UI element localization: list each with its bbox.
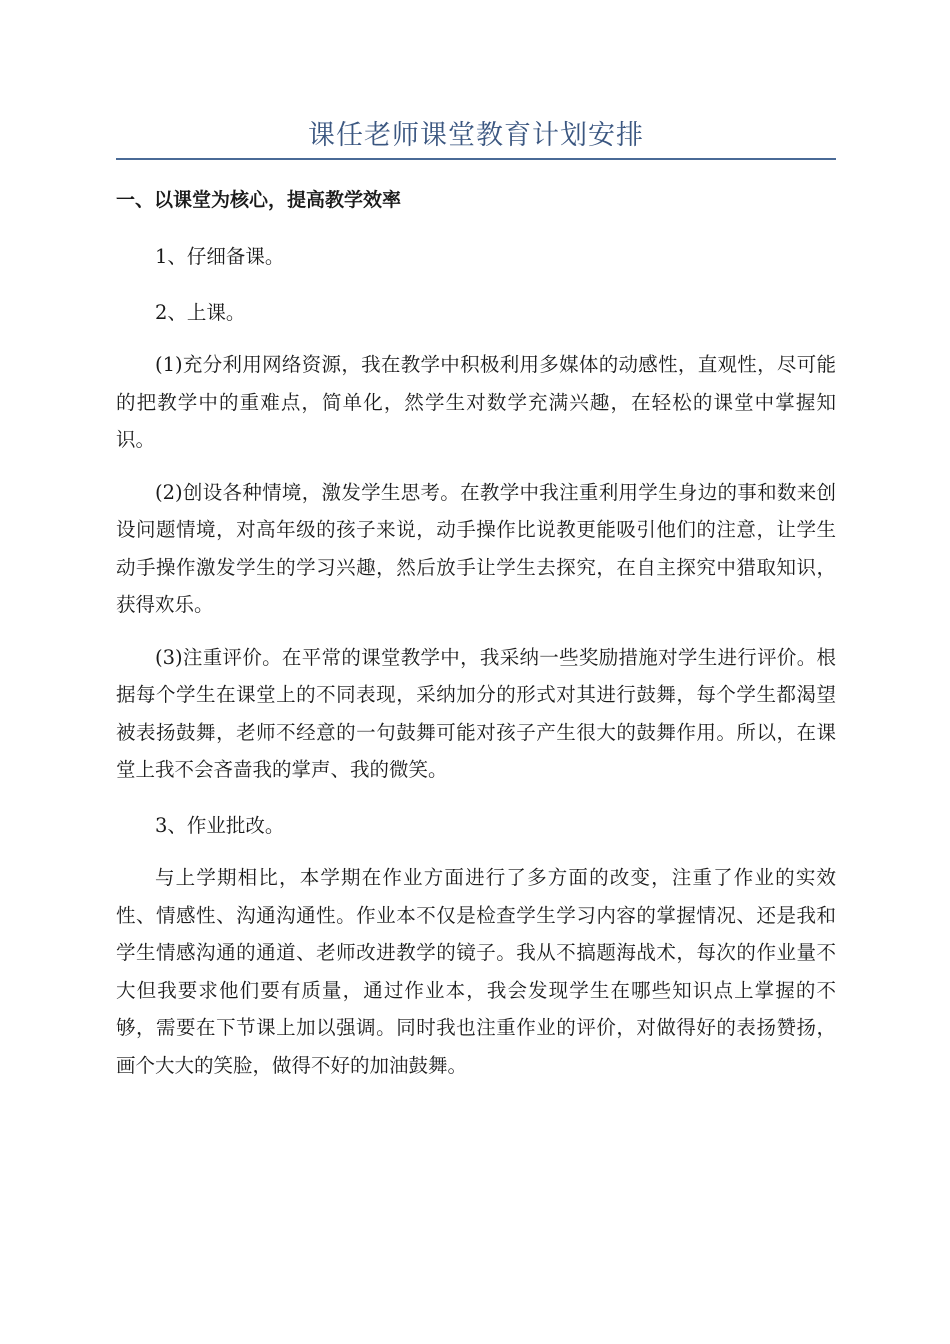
- list-item-teaching: 2、上课。: [155, 300, 246, 324]
- paragraph-homework: 与上学期相比，本学期在作业方面进行了多方面的改变，注重了作业的实效性、情感性、沟通沟通性。作业本不仅是检查学生学习内容的掌握情况、还是我和学生情感沟通的通道、老师改进教学的镜子。我从不搞题海战术，每次的作业量不大但我要求他们要有质量，通过作业本，我会发现学生在哪些知识点上掌握的不够，需要在下节课上加以强调。同时我也注重作业的评价，对做得好的表扬赞扬，画个大大的笑脸，做得不好的加油鼓舞。: [116, 866, 836, 1077]
- document-page: [116, 0, 836, 1084]
- section-heading: 一、以课堂为核心，提高教学效率: [116, 189, 402, 211]
- paragraph-evaluation: (3)注重评价。在平常的课堂教学中，我采纳一些奖励措施对学生进行评价。根据每个学生在课堂上的不同表现，采纳加分的形式对其进行鼓舞，每个学生都渴望被表扬鼓舞，老师不经意的一句鼓舞可能对孩子产生很大的鼓舞作用。所以，在课堂上我不会吝啬我的掌声、我的微笑。: [116, 645, 836, 781]
- title-divider: [116, 158, 836, 160]
- document-title: 课任老师课堂教育计划安排: [308, 120, 644, 151]
- paragraph-situations: (2)创设各种情境，激发学生思考。在教学中我注重利用学生身边的事和数来创设问题情境，对高年级的孩子来说，动手操作比说教更能吸引他们的注意，让学生动手操作激发学生的学习兴趣，然后放手让学生去探究，在自主探究中猎取知识，获得欢乐。: [116, 480, 836, 616]
- list-item-homework: 3、作业批改。: [155, 813, 285, 837]
- paragraph-multimedia: (1)充分利用网络资源，我在教学中积极利用多媒体的动感性，直观性，尽可能的把教学中的重难点，简单化，然学生对数学充满兴趣，在轻松的课堂中掌握知识。: [116, 353, 836, 451]
- list-item-prepare-lessons: 1、仔细备课。: [155, 245, 285, 268]
